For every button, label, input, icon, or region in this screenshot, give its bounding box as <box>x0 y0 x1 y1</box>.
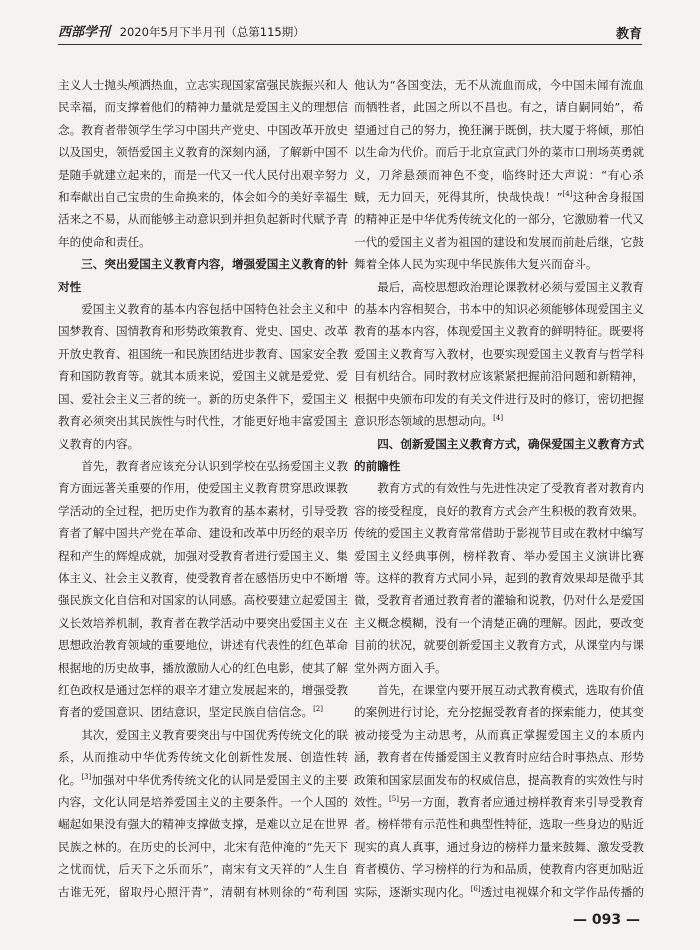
section-name: 教育 <box>615 27 642 42</box>
citation: [4] <box>493 414 504 423</box>
paragraph-text: 加强对中华优秀传统文化的认同是爱国主义的主要内容，文化认同是培养爱国主义的主要条件。一个人国的崛起如果没有强大的精神支撑做支撑，是难以立足在世界民族之林的。在历史的长河中，北宋有范仲淹的“先天下之忧而忧，后天下之乐而乐”，南宋有文天祥的“人生自古谁无死，留取丹心照汗青”，清朝有林则徐的“苟利国 <box>58 772 348 899</box>
paragraph <box>354 276 644 433</box>
journal-logo: 西部学刊 <box>58 25 111 40</box>
issue-info: 2020年5月下半月刊（总第115期） <box>119 25 305 39</box>
paragraph: 主义人士抛头颅洒热血，立志实现国家富强民族振兴和人民幸福，而支撑着他们的精神力量就是爱国主义的理想信念。教育者带领学生学习中国共产党史、中国改革开放史以及国史，领悟爱国主义教育的深刻内涵，了解新中国不是随手就建立起来的，而是一代又一代人民付出艰辛努力和奉献出自己宝贵的生命换来的，体会如今的美好幸福生活来之不易，从而能够主动意识到并担负起新时代赋予青年的使命和责任。 <box>58 78 348 249</box>
citation: [2] <box>313 705 323 714</box>
paragraph-text: 他认为“各国变法，无不从流血而成，今中国未闻有流血而牺牲者，此国之所以不昌也。有之，请自嗣同始”，希望通过自己的努力，挽狂澜于既倒，扶大厦于将倾，那怕以生命为代价。而后于北京宣武门外的菜市口刑场英勇就义，刀斧悬颈而神色不变，临终时还大声说：“有心杀贼，无力回天，死得其所，快哉快哉！” <box>354 78 644 205</box>
paragraph <box>58 724 348 906</box>
paragraph-text: 另一方面，教育者应通过榜样教育来引导受教育者。榜样带有示范性和典型性特征，选取一些身边的贴近现实的真人真事，通过身边的榜样力量来鼓舞、激发受教育者模仿、学习榜样的行为和品质，使教育内容更加贴近实际，逐渐实现内化。 <box>354 795 644 899</box>
paragraph <box>354 74 644 276</box>
paragraph-text: 首先，在课堂内要开展互动式教育模式，选取有价值的案例进行讨论，充分挖掘受教育者的探索能力，使其变被动接受为主动思考，从而真正掌握爱国主义的本质内涵，教育者在传播爱国主义教育时应结合时事热点、形势政策和国家层面发布的权威信息，提高教育的实效性与时效性。 <box>354 682 644 809</box>
paragraph-text: 首先，教育者应该充分认识到学校在弘扬爱国主义教育方面远著关重要的作用，使爱国主义教育贯穿思政课教学活动的全过程，把历史作为教育的基本素材，引导受教育者了解中国共产党在革命、建设和改革中历经的艰辛历程和产生的辉煌成就，加强对受教育者进行爱国主义、集体主义、社会主义教育，使受教育者在感悟历史中不断增强民族文化自信和对国家的认同感。高校要建立起爱国主义长效培养机制，教育者在教学活动中要突出爱国主义在思想政治教育领域的重要地位，讲述有代表性的红色革命根据地的历史故事，播放激励人心的红色电影，使其了解红色政权是通过怎样的艰辛才建立发展起来的，增强受教育者的爱国意识、团结意识，坚定民族自信信念。 <box>58 458 348 720</box>
paragraph-text: 最后，高校思想政治理论课教材必须与爱国主义教育的基本内容相契合，书本中的知识必须能够体现爱国主义教育的基本内容，体现爱国主义教育的鲜明特征。既要将爱国主义教育写入教材，也要实现爱国主义教育与哲学科目有机结合。同时教材应该紧紧把握前沿问题和新精神，根据中央颁布印发的有关文件进行及时的修订，密切把握意识形态领域的思想动向。 <box>354 279 644 429</box>
section-heading-3: 三、突出爱国主义教育内容，增强爱国主义教育的针对性 <box>58 257 348 294</box>
page-number: — 093 — <box>573 912 640 928</box>
paragraph-text: 透过电视媒介和文学作品传播的 <box>480 884 644 899</box>
masthead <box>58 24 305 41</box>
citation: [3] <box>81 772 92 781</box>
paragraph-text: 这种舍身报国的精神正是中华优秀传统文化的一部分，它激励着一代又一代的爱国主义者为祖国的建设和发展而前赴后继，它鼓舞着全体人民为实现中华民族伟大复兴而奋斗。 <box>354 190 644 272</box>
page-header <box>58 22 642 45</box>
paragraph <box>58 455 348 724</box>
section-heading-4: 四、创新爱国主义教育方式，确保爱国主义教育方式的前瞻性 <box>354 436 644 473</box>
paragraph-text: 其次，爱国主义教育要突出与中国优秀传统文化的联系，从而推动中华优秀传统文化创新性发展、创造性转化。 <box>58 727 348 787</box>
citation: [6] <box>470 884 481 893</box>
paragraph <box>354 679 644 906</box>
paragraph: 教育方式的有效性与先进性决定了受教育者对教育内容的接受程度，良好的教育方式会产生积极的教育效果。传统的爱国主义教育常常借助于影视节目或在教材中编写爱国主义经典事例，榜样教育、举办爱国主义演讲比赛等。这样的教育方式同小异，起到的教育效果却是微乎其微，受教育者通过教育者的灌输和说教，仍对什么是爱国主义概念模糊，没有一个清楚正确的理解。因此，要改变目前的状况，就要创新爱国主义教育方式，从课堂内与课堂外两方面入手。 <box>354 481 644 675</box>
citation: [4] <box>562 190 573 199</box>
paragraph: 爱国主义教育的基本内容包括中国特色社会主义和中国梦教育、国情教育和形势政策教育、党史、国史、改革开放史教育、祖国统一和民族团结进步教育、国家安全教育和国防教育等。就其本质来说，爱国主义就是爱党、爱国、爱社会主义三者的统一。新的历史条件下，爱国主义教育必须突出其民族性与时代性，才能更好地丰富爱国主义教育的内容。 <box>58 302 348 451</box>
citation: [5] <box>389 795 399 804</box>
left-column <box>58 74 348 906</box>
right-column <box>354 74 644 906</box>
